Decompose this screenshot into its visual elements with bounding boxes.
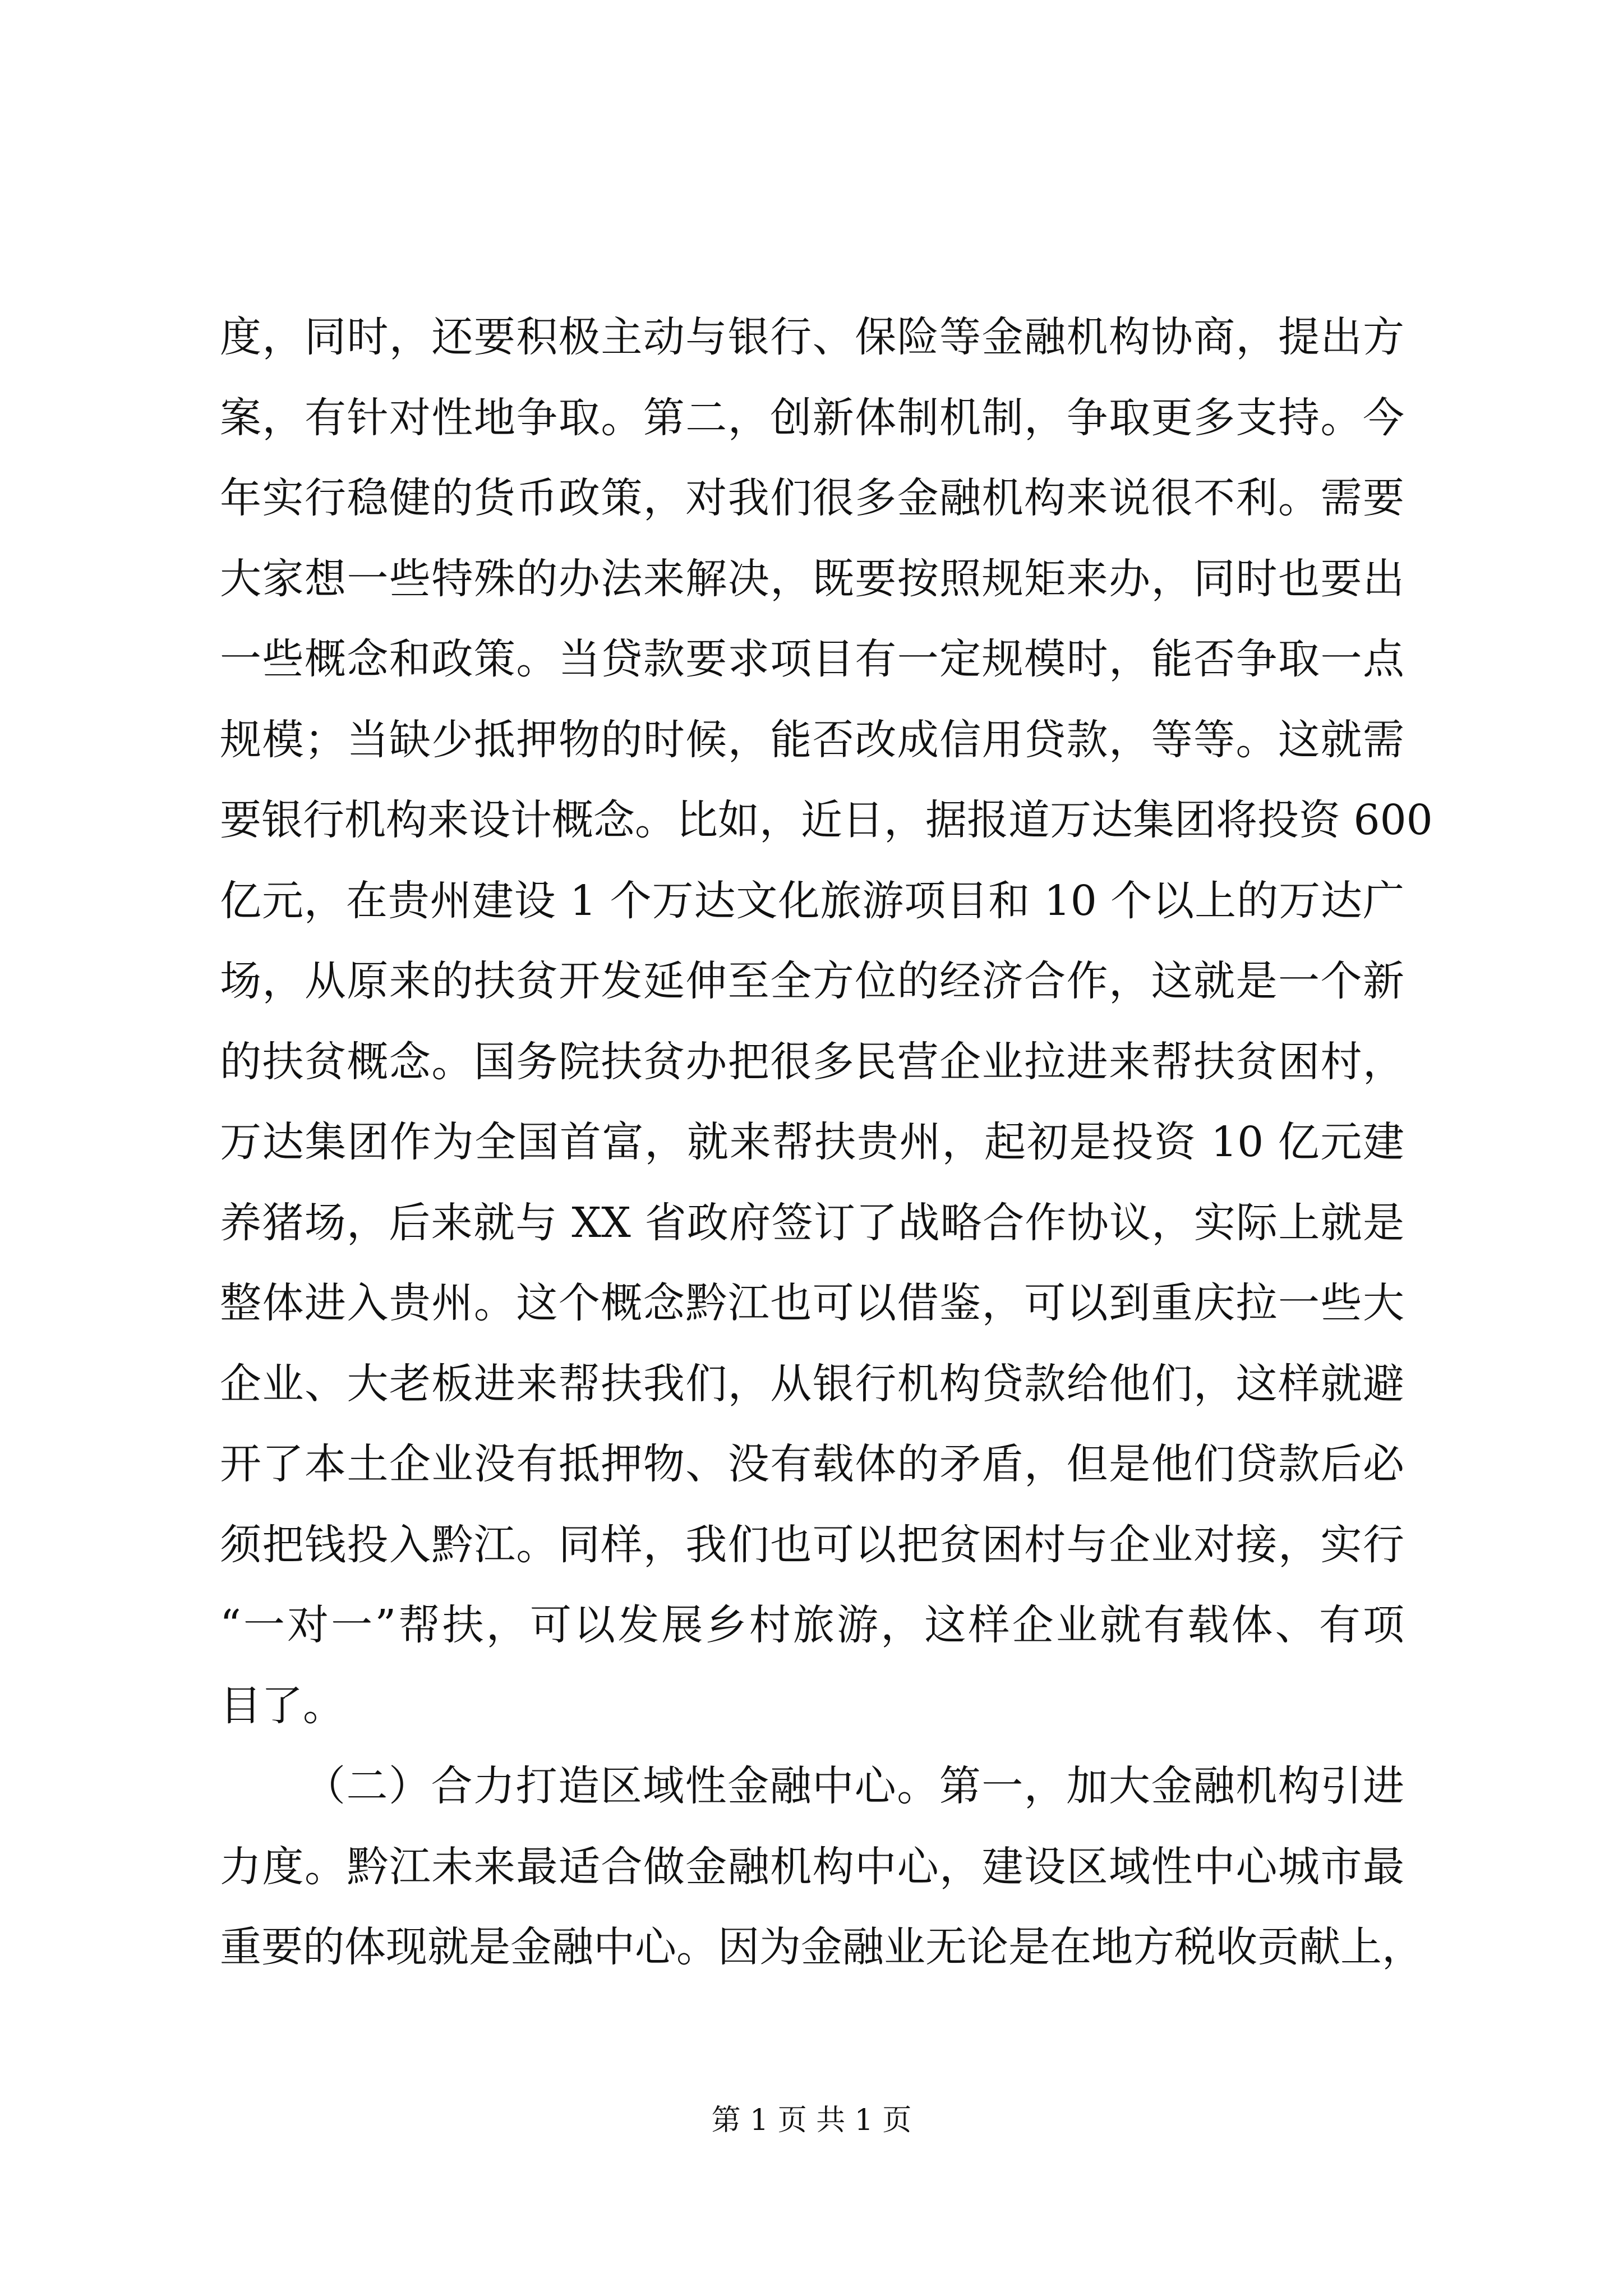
paragraph-2 [220,1746,1423,1988]
text-line: 企业、大老板进来帮扶我们，从银行机构贷款给他们，这样就避 [220,1359,1404,1408]
text-line: 整体进入贵州。这个概念黔江也可以借鉴，可以到重庆拉一些大 [220,1279,1404,1327]
text-line: 大家想一些特殊的办法来解决，既要按照规矩来办，同时也要出 [220,554,1404,603]
text-line: 目了。 [220,1681,344,1730]
text-line: 力度。黔江未来最适合做金融机构中心，建设区域性中心城市最 [220,1842,1404,1891]
text-line: 重要的体现就是金融中心。因为金融业无论是在地方税收贡献上， [220,1923,1423,1971]
document-body [220,297,1433,1988]
page-footer [0,2101,1623,2140]
text-line: 养猪场，后来就与 XX 省政府签订了战略合作协议，实际上就是 [220,1198,1404,1247]
text-line: 一些概念和政策。当贷款要求项目有一定规模时，能否争取一点 [220,635,1404,683]
text-line: 万达集团作为全国首富，就来帮扶贵州，起初是投资 10 亿元建 [220,1118,1404,1166]
text-line: 亿元，在贵州建设 1 个万达文化旅游项目和 10 个以上的万达广 [220,876,1404,925]
text-line: 的扶贫概念。国务院扶贫办把很多民营企业拉进来帮扶贫困村， [220,1037,1404,1086]
text-line: 年实行稳健的货币政策，对我们很多金融机构来说很不利。需要 [220,474,1404,522]
text-line: 案，有针对性地争取。第二，创新体制机制，争取更多支持。今 [220,393,1404,442]
text-line: “一对一”帮扶，可以发展乡村旅游，这样企业就有载体、有项 [220,1601,1404,1649]
text-line: 场，从原来的扶贫开发延伸至全方位的经济合作，这就是一个新 [220,957,1404,1005]
paragraph-1 [220,297,1433,1746]
text-line: （二）合力打造区域性金融中心。第一，加大金融机构引进 [304,1762,1404,1810]
text-line: 规模；当缺少抵押物的时候，能否改成信用贷款，等等。这就需 [220,715,1404,764]
text-line: 要银行机构来设计概念。比如，近日，据报道万达集团将投资 600 [220,796,1433,844]
text-line: 须把钱投入黔江。同样，我们也可以把贫困村与企业对接，实行 [220,1520,1404,1569]
text-line: 开了本土企业没有抵押物、没有载体的矛盾，但是他们贷款后必 [220,1440,1404,1488]
text-line: 度，同时，还要积极主动与银行、保险等金融机构协商，提出方 [220,313,1404,361]
page-number-label: 第 1 页 共 1 页 [711,2104,912,2137]
